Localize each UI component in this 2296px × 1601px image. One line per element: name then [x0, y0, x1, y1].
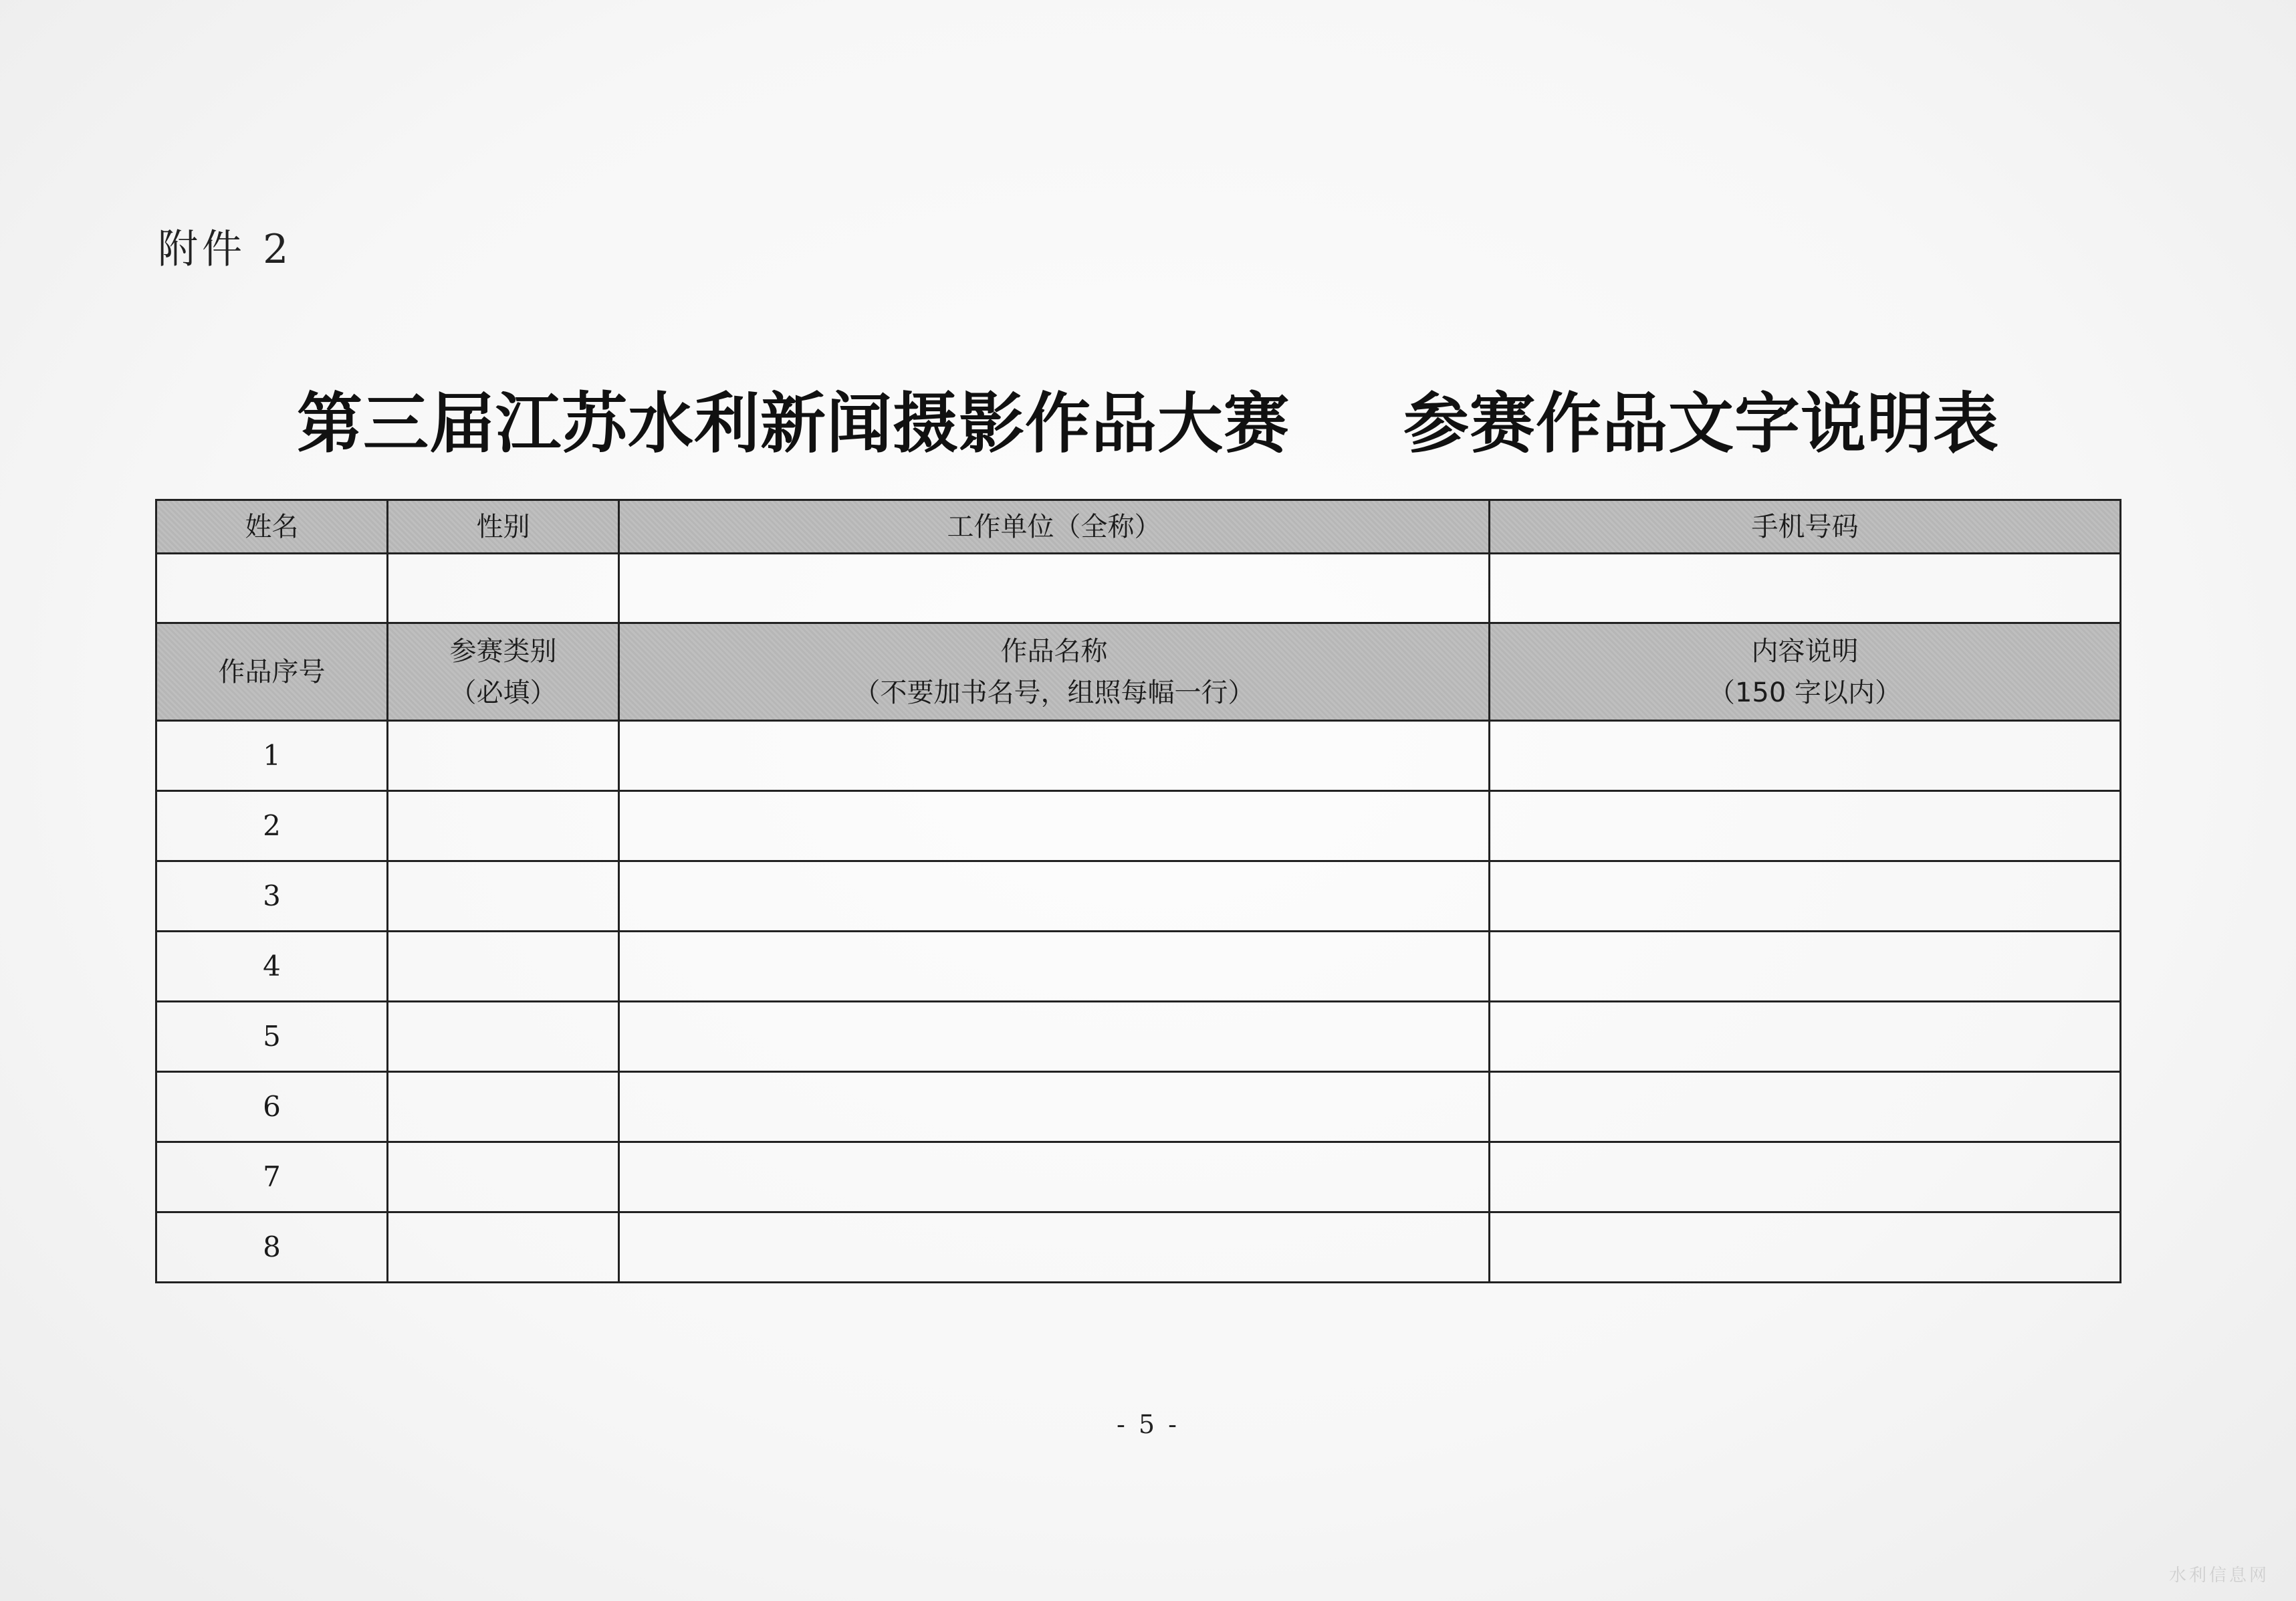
entry-description-field[interactable] [1490, 932, 2121, 1002]
header-description-note: （150 字以内） [1708, 677, 1902, 708]
header-serial-label: 作品序号 [218, 656, 326, 687]
header-category-note: （必填） [449, 677, 557, 708]
entry-serial: 7 [156, 1142, 388, 1212]
entry-category-field[interactable] [388, 1212, 619, 1283]
phone-field[interactable] [1490, 554, 2121, 623]
entry-category-field[interactable] [388, 791, 619, 861]
entry-header-row [156, 623, 2121, 721]
entry-description-field[interactable] [1490, 1002, 2121, 1072]
info-header-row [156, 500, 2121, 554]
entry-category-field[interactable] [388, 721, 619, 791]
entry-serial: 6 [156, 1072, 388, 1142]
page-number: - 5 - [1116, 1410, 1179, 1439]
entry-title-field[interactable] [619, 721, 1490, 791]
header-description [1490, 623, 2121, 721]
header-gender: 性别 [388, 500, 619, 554]
entry-category-field[interactable] [388, 932, 619, 1002]
gender-field[interactable] [388, 554, 619, 623]
header-work-title [619, 623, 1490, 721]
entry-description-field[interactable] [1490, 791, 2121, 861]
entry-title-field[interactable] [619, 1142, 1490, 1212]
employer-field[interactable] [619, 554, 1490, 623]
entry-serial: 1 [156, 721, 388, 791]
entry-row [156, 1002, 2121, 1072]
entry-title-field[interactable] [619, 861, 1490, 932]
entry-row [156, 1072, 2121, 1142]
site-watermark: 水利信息网 [2168, 1566, 2269, 1586]
entry-row [156, 1142, 2121, 1212]
entry-title-field[interactable] [619, 1212, 1490, 1283]
info-input-row [156, 554, 2121, 623]
entry-serial: 4 [156, 932, 388, 1002]
entry-row [156, 721, 2121, 791]
header-employer: 工作单位（全称） [619, 500, 1490, 554]
header-name: 姓名 [156, 500, 388, 554]
entry-category-field[interactable] [388, 861, 619, 932]
entry-row [156, 861, 2121, 932]
entry-form-table [155, 499, 2121, 1283]
header-description-label: 内容说明 [1751, 635, 1859, 667]
header-serial [156, 623, 388, 721]
entry-description-field[interactable] [1490, 721, 2121, 791]
entry-category-field[interactable] [388, 1142, 619, 1212]
form-title [0, 371, 2296, 465]
entry-description-field[interactable] [1490, 1072, 2121, 1142]
form-title-part2: 参赛作品文字说明表 [1403, 385, 2000, 462]
entry-category-field[interactable] [388, 1072, 619, 1142]
entry-title-field[interactable] [619, 1072, 1490, 1142]
header-work-title-note: （不要加书名号，组照每幅一行） [853, 677, 1255, 708]
entry-title-field[interactable] [619, 1002, 1490, 1072]
entry-description-field[interactable] [1490, 1142, 2121, 1212]
header-category [388, 623, 619, 721]
entry-row [156, 932, 2121, 1002]
entry-serial: 8 [156, 1212, 388, 1283]
entry-row [156, 791, 2121, 861]
entry-title-field[interactable] [619, 791, 1490, 861]
entry-serial: 5 [156, 1002, 388, 1072]
attachment-label: 附件 2 [158, 226, 293, 273]
name-field[interactable] [156, 554, 388, 623]
header-work-title-label: 作品名称 [1000, 635, 1108, 667]
entry-category-field[interactable] [388, 1002, 619, 1072]
entry-description-field[interactable] [1490, 861, 2121, 932]
header-category-label: 参赛类别 [449, 635, 557, 667]
entry-title-field[interactable] [619, 932, 1490, 1002]
entry-description-field[interactable] [1490, 1212, 2121, 1283]
form-title-part1: 第三届江苏水利新闻摄影作品大赛 [296, 385, 1290, 462]
entry-serial: 2 [156, 791, 388, 861]
entry-serial: 3 [156, 861, 388, 932]
entry-row [156, 1212, 2121, 1283]
header-phone: 手机号码 [1490, 500, 2121, 554]
